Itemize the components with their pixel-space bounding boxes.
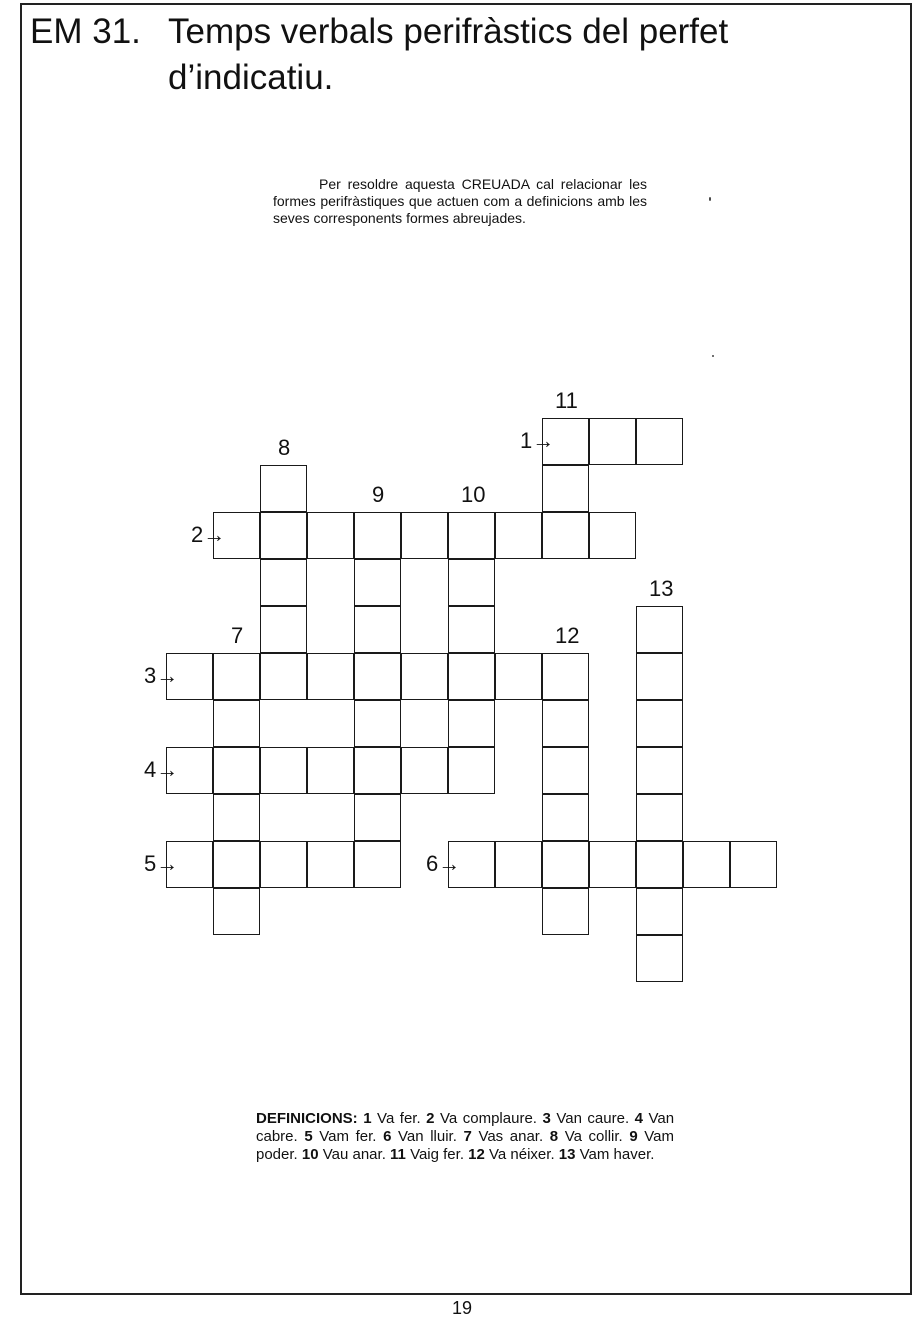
crossword-cell[interactable] <box>354 606 401 653</box>
crossword-cell[interactable] <box>354 512 401 559</box>
across-clue-number: 3→ <box>144 663 179 688</box>
across-clue-number: 5→ <box>144 851 179 876</box>
definition-number: 6 <box>383 1128 392 1145</box>
definition-text: Va collir. <box>564 1128 623 1145</box>
crossword-cell[interactable] <box>636 794 683 841</box>
crossword-cell[interactable] <box>636 935 683 982</box>
definition-number: 1 <box>363 1110 372 1127</box>
definition-number: 10 <box>301 1146 319 1163</box>
speck <box>712 355 714 357</box>
crossword-cell[interactable] <box>307 747 354 794</box>
across-clue-number: 2→ <box>191 522 226 547</box>
definition-number: 7 <box>463 1128 472 1145</box>
definition-text: Vaig fer. <box>410 1146 464 1163</box>
crossword-cell[interactable] <box>401 653 448 700</box>
crossword-cell[interactable] <box>542 512 589 559</box>
crossword-cell[interactable] <box>589 512 636 559</box>
title-line-1: Temps verbals perifràstics del perfet <box>168 12 729 51</box>
crossword-cell[interactable] <box>495 841 542 888</box>
definition-text: Vas anar. <box>478 1128 544 1145</box>
crossword-cell[interactable] <box>213 700 260 747</box>
definition-text: Vam poder. <box>256 1128 675 1163</box>
crossword-cell[interactable] <box>542 888 589 935</box>
definition-text: Van lluir. <box>398 1128 457 1145</box>
crossword-cell[interactable] <box>448 559 495 606</box>
crossword-cell[interactable] <box>401 512 448 559</box>
definition-number: 9 <box>629 1128 638 1145</box>
crossword-cell[interactable] <box>683 841 730 888</box>
across-clue-number: 4→ <box>144 757 179 782</box>
definition-text: Va fer. <box>377 1110 421 1127</box>
definition-number: 5 <box>304 1128 313 1145</box>
intro-paragraph: Per resoldre aquesta CREUADA cal relacionar les formes perifràstiques que actuen com a definicions amb les seves corresponents formes abreujades. <box>273 176 647 226</box>
crossword-cell[interactable] <box>495 512 542 559</box>
crossword-cell[interactable] <box>354 700 401 747</box>
crossword-cell[interactable] <box>260 653 307 700</box>
speck <box>709 197 711 201</box>
down-clue-number: 11 <box>555 388 578 413</box>
crossword-cell[interactable] <box>542 465 589 512</box>
down-clue-number: 12 <box>555 623 580 648</box>
crossword-cell[interactable] <box>213 888 260 935</box>
crossword-cell[interactable] <box>636 653 683 700</box>
definition-number: 8 <box>549 1128 559 1145</box>
definition-text: Vam fer. <box>319 1128 377 1145</box>
definition-text: Van caure. <box>556 1110 630 1127</box>
crossword-cell[interactable] <box>448 747 495 794</box>
definition-number: 2 <box>426 1110 435 1127</box>
crossword-cell[interactable] <box>307 841 354 888</box>
crossword-cell[interactable] <box>213 841 260 888</box>
crossword-cell[interactable] <box>636 841 683 888</box>
crossword-cell[interactable] <box>542 747 589 794</box>
exercise-code: EM 31. <box>30 12 141 51</box>
crossword-cell[interactable] <box>213 653 260 700</box>
crossword-cell[interactable] <box>260 841 307 888</box>
crossword-cell[interactable] <box>542 794 589 841</box>
definition-text: Va néixer. <box>489 1146 555 1163</box>
crossword-cell[interactable] <box>213 794 260 841</box>
down-clue-number: 9 <box>372 482 385 507</box>
definition-text: Va complaure. <box>440 1110 537 1127</box>
crossword-cell[interactable] <box>636 418 683 465</box>
down-clue-number: 13 <box>649 576 674 601</box>
crossword-cell[interactable] <box>589 841 636 888</box>
title-line-2: d’indicatiu. <box>168 58 334 97</box>
definitions-block <box>256 1110 674 1164</box>
definition-number: 12 <box>468 1146 485 1163</box>
crossword-cell[interactable] <box>448 653 495 700</box>
definitions-heading: DEFINICIONS: <box>256 1110 358 1127</box>
crossword-cell[interactable] <box>307 653 354 700</box>
crossword-cell[interactable] <box>495 653 542 700</box>
definition-text: Vam haver. <box>579 1146 655 1163</box>
crossword-cell[interactable] <box>636 747 683 794</box>
down-clue-number: 10 <box>461 482 486 507</box>
crossword-cell[interactable] <box>401 747 448 794</box>
crossword-cell[interactable] <box>542 841 589 888</box>
crossword-cell[interactable] <box>354 559 401 606</box>
crossword-cell[interactable] <box>589 418 636 465</box>
across-clue-number: 1→ <box>520 428 555 453</box>
definition-number: 4 <box>634 1110 643 1127</box>
crossword-cell[interactable] <box>307 512 354 559</box>
crossword-cell[interactable] <box>730 841 777 888</box>
crossword-cell[interactable] <box>542 653 589 700</box>
crossword-cell[interactable] <box>213 747 260 794</box>
across-clue-number: 6→ <box>426 851 461 876</box>
down-clue-number: 7 <box>231 623 244 648</box>
crossword-cell[interactable] <box>636 606 683 653</box>
crossword-cell[interactable] <box>354 747 401 794</box>
crossword-cell[interactable] <box>354 841 401 888</box>
crossword-cell[interactable] <box>636 888 683 935</box>
crossword-cell[interactable] <box>260 747 307 794</box>
crossword-cell[interactable] <box>636 700 683 747</box>
crossword-cell[interactable] <box>260 559 307 606</box>
crossword-cell[interactable] <box>448 700 495 747</box>
definition-text: Van cabre. <box>256 1110 675 1145</box>
definition-number: 11 <box>390 1146 406 1163</box>
definition-number: 3 <box>542 1110 551 1127</box>
definition-text: Vau anar. <box>322 1146 386 1163</box>
crossword-cell[interactable] <box>448 512 495 559</box>
crossword-cell[interactable] <box>260 465 307 512</box>
page-number: 19 <box>452 1298 473 1318</box>
down-clue-number: 8 <box>278 435 291 460</box>
crossword-cell[interactable] <box>448 606 495 653</box>
crossword-cell[interactable] <box>542 700 589 747</box>
definition-number: 13 <box>558 1146 576 1163</box>
crossword-cell[interactable] <box>260 606 307 653</box>
crossword-cell[interactable] <box>354 794 401 841</box>
crossword-cell[interactable] <box>354 653 401 700</box>
crossword-cell[interactable] <box>260 512 307 559</box>
